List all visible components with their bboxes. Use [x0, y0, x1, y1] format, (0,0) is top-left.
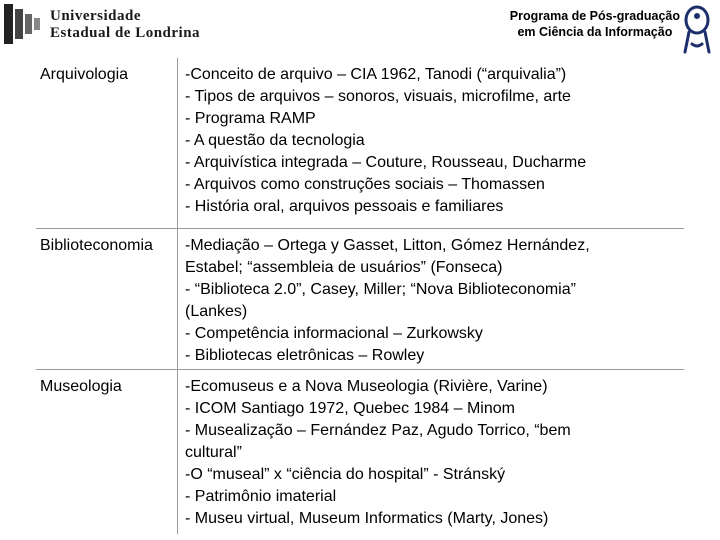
list-item: - História oral, arquivos pessoais e familiares: [185, 198, 504, 215]
list-item: - Arquivos como construções sociais – Thomassen: [185, 176, 545, 193]
list-item: - Museu virtual, Museum Informatics (Marty, Jones): [185, 510, 549, 527]
table-row-museologia: [36, 370, 684, 534]
list-item: cultural”: [185, 444, 242, 461]
list-item: - Programa RAMP: [185, 110, 316, 127]
topics-table: [36, 58, 684, 534]
program-logo-icon: [680, 2, 714, 56]
page-header: [0, 0, 720, 58]
list-item: - Arquivística integrada – Couture, Rousseau, Ducharme: [185, 154, 587, 171]
list-item: - “Biblioteca 2.0”, Casey, Miller; “Nova Biblioteconomia”: [185, 281, 576, 298]
list-item: -Ecomuseus e a Nova Museologia (Rivière, Varine): [185, 378, 548, 395]
list-item: -Mediação – Ortega y Gasset, Litton, Gómez Hernández,: [185, 237, 590, 254]
list-item: -O “museal” x “ciência do hospital” - Stránský: [185, 466, 506, 483]
table-row-biblioteconomia: [36, 229, 684, 370]
university-name-line1: Universidade: [50, 8, 142, 24]
list-item: - ICOM Santiago 1972, Quebec 1984 – Minom: [185, 400, 515, 417]
list-item: - Bibliotecas eletrônicas – Rowley: [185, 347, 425, 364]
row-items: [185, 376, 674, 530]
row-label: Biblioteconomia: [40, 237, 153, 254]
list-item: (Lankes): [185, 303, 248, 320]
program-title-line2: em Ciência da Informação: [517, 25, 673, 39]
program-title-line1: Programa de Pós-graduação: [509, 9, 680, 23]
row-label: Museologia: [40, 378, 122, 395]
university-logo-icon: [4, 4, 44, 44]
university-name: [50, 8, 200, 42]
row-label: Arquivologia: [40, 66, 129, 83]
row-items: [185, 64, 674, 218]
program-title: [510, 8, 680, 40]
list-item: - A questão da tecnologia: [185, 132, 365, 149]
table-row-arquivologia: [36, 58, 684, 229]
list-item: - Competência informacional – Zurkowsky: [185, 325, 483, 342]
list-item: Estabel; “assembleia de usuários” (Fonseca): [185, 259, 503, 276]
list-item: -Conceito de arquivo – CIA 1962, Tanodi (“arquivalia”): [185, 66, 567, 83]
list-item: - Musealização – Fernández Paz, Agudo Torrico, “bem: [185, 422, 571, 439]
list-item: - Patrimônio imaterial: [185, 488, 337, 505]
list-item: - Tipos de arquivos – sonoros, visuais, microfilme, arte: [185, 88, 571, 105]
university-name-line2: Estadual de Londrina: [50, 25, 201, 41]
row-items: [185, 235, 674, 367]
